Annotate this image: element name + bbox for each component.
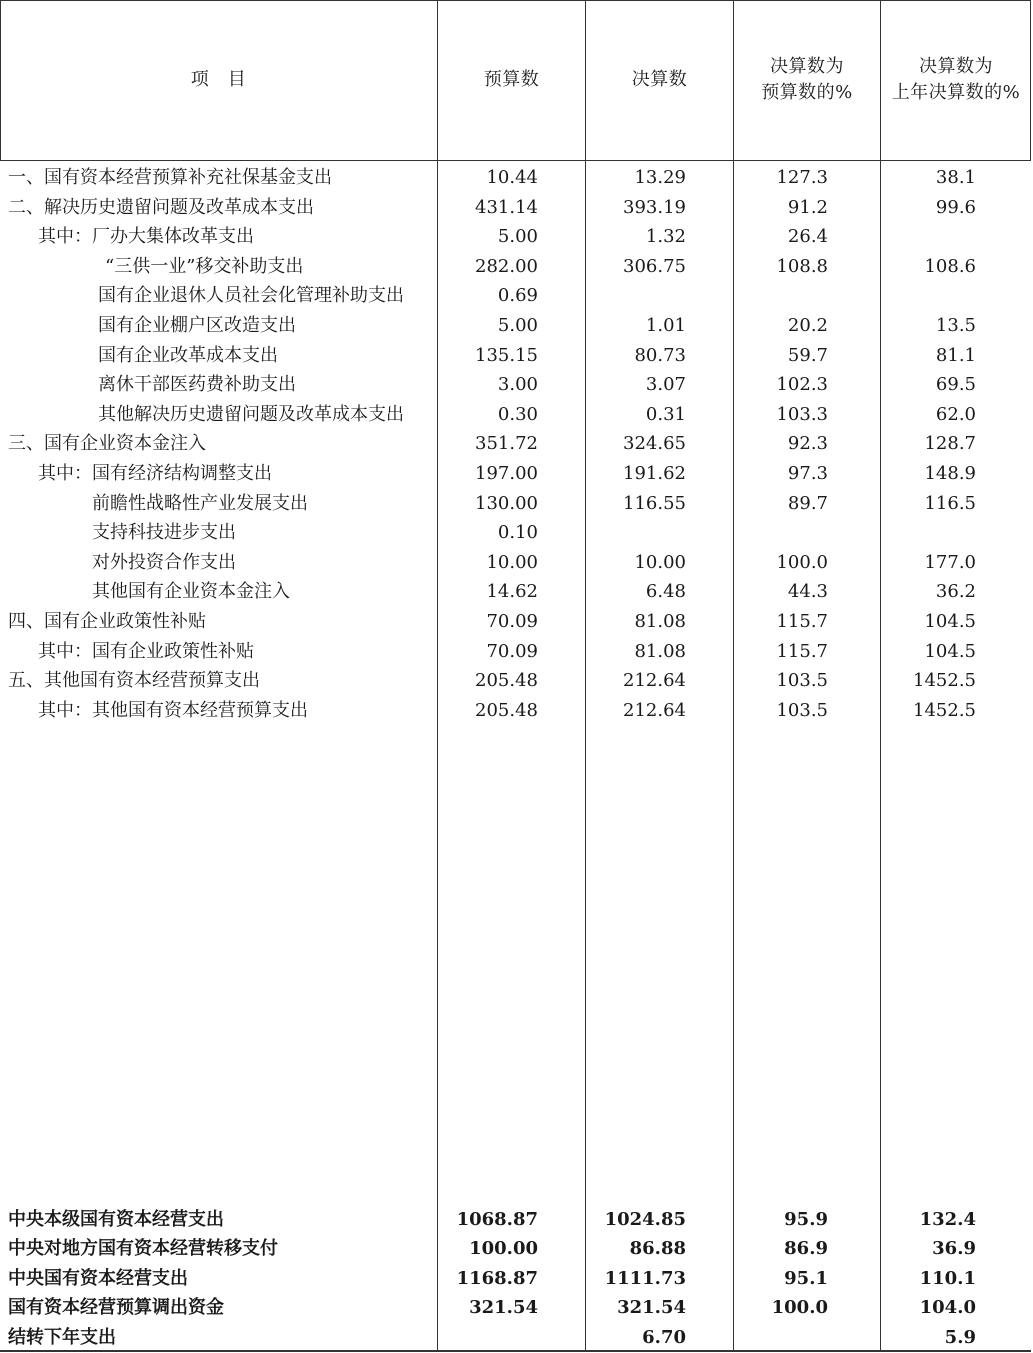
cell-actual: 86.88 (629, 1238, 686, 1260)
cell-label: 前瞻性战略性产业发展支出 (92, 492, 308, 514)
cell-ratio-prev: 104.0 (919, 1297, 976, 1319)
cell-ratio-budget: 100.0 (771, 1297, 828, 1319)
cell-budget: 197.00 (475, 463, 538, 484)
cell-budget: 321.54 (469, 1297, 538, 1319)
cell-ratio-prev: 69.5 (935, 374, 976, 396)
cell-ratio-prev: 99.6 (935, 196, 976, 218)
table-row (0, 489, 1031, 519)
cell-budget: 1168.87 (456, 1267, 538, 1289)
table-row (0, 666, 1031, 696)
cell-label: 支持科技进步支出 (92, 522, 236, 544)
cell-ratio-budget: 20.2 (787, 315, 828, 336)
cell-ratio-budget: 103.5 (776, 670, 828, 692)
cell-label: 中央对地方国有资本经营转移支付 (8, 1238, 278, 1260)
header-ratio-prev-line1: 决算数为 (919, 56, 993, 77)
cell-label: 四、国有企业政策性补贴 (8, 611, 206, 632)
cell-actual: 80.73 (634, 344, 686, 366)
cell-label: “三供一业”移交补助支出 (105, 255, 304, 277)
cell-ratio-prev: 128.7 (924, 433, 976, 455)
cell-actual: 116.55 (623, 492, 686, 514)
header-item (0, 0, 437, 160)
cell-label: 离休干部医药费补助支出 (98, 374, 296, 396)
cell-ratio-prev: 104.5 (924, 611, 976, 632)
table-row (0, 696, 1031, 726)
cell-ratio-budget: 89.7 (787, 492, 828, 514)
cell-label: 其中：国有企业政策性补贴 (38, 640, 254, 662)
cell-ratio-budget: 26.4 (787, 226, 828, 248)
cell-actual: 1.01 (645, 315, 686, 336)
header-ratio-budget-line2: 预算数的% (761, 82, 853, 103)
summary-row (0, 1234, 1031, 1264)
cell-ratio-prev: 116.5 (924, 492, 976, 514)
cell-label: 二、解决历史遗留问题及改革成本支出 (8, 196, 314, 218)
table-row (0, 341, 1031, 371)
summary-row (0, 1293, 1031, 1323)
table-row (0, 281, 1031, 311)
cell-label: 三、国有企业资本金注入 (8, 433, 206, 455)
cell-actual: 3.07 (645, 374, 686, 396)
cell-actual: 10.00 (634, 551, 686, 573)
cell-actual: 6.48 (645, 581, 686, 603)
table-row (0, 607, 1031, 637)
header-bottom-border (0, 160, 1031, 161)
cell-ratio-budget: 95.1 (784, 1267, 828, 1289)
table-row (0, 311, 1031, 341)
cell-ratio-budget: 115.7 (776, 640, 828, 662)
cell-ratio-prev: 38.1 (935, 167, 976, 188)
cell-ratio-prev: 132.4 (919, 1209, 976, 1230)
cell-label: 国有资本经营预算调出资金 (8, 1297, 224, 1319)
cell-actual: 393.19 (623, 196, 686, 218)
cell-actual: 1.32 (645, 226, 686, 248)
table-row (0, 370, 1031, 400)
header-ratio-budget-line1: 决算数为 (770, 56, 844, 77)
cell-budget: 14.62 (486, 581, 538, 603)
cell-label: 其中：国有经济结构调整支出 (38, 463, 272, 484)
cell-budget: 0.10 (497, 522, 538, 544)
summary-row (0, 1323, 1031, 1353)
cell-ratio-budget: 108.8 (776, 255, 828, 277)
cell-label: 五、其他国有资本经营预算支出 (8, 670, 260, 692)
cell-budget: 10.00 (486, 551, 538, 573)
cell-ratio-prev: 104.5 (924, 640, 976, 662)
header-budget-label: 预算数 (483, 69, 540, 90)
cell-ratio-prev: 1452.5 (913, 670, 976, 692)
cell-ratio-prev: 81.1 (935, 344, 976, 366)
cell-actual: 81.08 (634, 611, 686, 632)
table-row (0, 400, 1031, 430)
cell-budget: 3.00 (497, 374, 538, 396)
cell-budget: 1068.87 (456, 1209, 538, 1230)
table-row (0, 548, 1031, 578)
cell-budget: 0.30 (497, 403, 538, 425)
cell-ratio-budget: 92.3 (787, 433, 828, 455)
cell-actual: 13.29 (634, 167, 686, 188)
table-row (0, 459, 1031, 489)
cell-actual: 306.75 (623, 255, 686, 277)
cell-ratio-prev: 13.5 (935, 315, 976, 336)
cell-label: 其中：其他国有资本经营预算支出 (38, 699, 308, 721)
cell-actual: 0.31 (645, 403, 686, 425)
cell-actual: 1024.85 (604, 1209, 686, 1230)
cell-budget: 100.00 (469, 1238, 538, 1260)
cell-budget: 351.72 (475, 433, 538, 455)
cell-actual: 212.64 (623, 670, 686, 692)
cell-label: 国有企业退休人员社会化管理补助支出 (98, 285, 404, 307)
cell-ratio-prev: 62.0 (935, 403, 976, 425)
cell-budget: 205.48 (475, 699, 538, 721)
cell-ratio-budget: 59.7 (787, 344, 828, 366)
cell-label: 中央本级国有资本经营支出 (8, 1209, 224, 1230)
header-ratio-budget (734, 0, 880, 160)
cell-actual: 212.64 (623, 699, 686, 721)
header-budget (438, 0, 585, 160)
cell-ratio-prev: 148.9 (924, 463, 976, 484)
cell-budget: 135.15 (475, 344, 538, 366)
cell-ratio-budget: 86.9 (784, 1238, 828, 1260)
cell-ratio-budget: 44.3 (787, 581, 828, 603)
cell-ratio-budget: 115.7 (776, 611, 828, 632)
cell-budget: 0.69 (497, 285, 538, 307)
cell-budget: 431.14 (475, 196, 538, 218)
table-row (0, 637, 1031, 667)
cell-ratio-prev: 110.1 (919, 1267, 976, 1289)
header-item-label: 项 目 (190, 69, 247, 90)
cell-budget: 70.09 (486, 611, 538, 632)
cell-ratio-budget: 91.2 (787, 196, 828, 218)
table-row (0, 518, 1031, 548)
cell-ratio-budget: 103.5 (776, 699, 828, 721)
cell-ratio-prev: 36.2 (935, 581, 976, 603)
summary-row (0, 1264, 1031, 1294)
cell-ratio-prev: 108.6 (924, 255, 976, 277)
header-ratio-prev-line2: 上年决算数的% (891, 82, 1021, 103)
header-actual (586, 0, 733, 160)
cell-ratio-prev: 36.9 (932, 1238, 976, 1260)
cell-label: 中央国有资本经营支出 (8, 1267, 188, 1289)
cell-ratio-budget: 97.3 (787, 463, 828, 484)
cell-ratio-budget: 102.3 (776, 374, 828, 396)
cell-ratio-budget: 127.3 (776, 167, 828, 188)
table-row (0, 577, 1031, 607)
cell-ratio-prev: 5.9 (944, 1326, 976, 1348)
table-row (0, 193, 1031, 223)
cell-actual: 321.54 (617, 1297, 686, 1319)
cell-ratio-prev: 1452.5 (913, 699, 976, 721)
cell-label: 结转下年支出 (8, 1326, 116, 1348)
cell-label: 国有企业改革成本支出 (98, 344, 278, 366)
header-ratio-prev (881, 0, 1031, 160)
table-row (0, 252, 1031, 282)
cell-budget: 130.00 (475, 492, 538, 514)
cell-label: 其他国有企业资本金注入 (92, 581, 290, 603)
cell-ratio-budget: 100.0 (776, 551, 828, 573)
cell-actual: 6.70 (642, 1326, 686, 1348)
header-actual-label: 决算数 (631, 69, 688, 90)
cell-budget: 205.48 (475, 670, 538, 692)
cell-label: 国有企业棚户区改造支出 (98, 315, 296, 336)
cell-budget: 282.00 (475, 255, 538, 277)
cell-ratio-budget: 95.9 (784, 1209, 828, 1230)
table-row (0, 222, 1031, 252)
cell-ratio-prev: 177.0 (924, 551, 976, 573)
cell-actual: 81.08 (634, 640, 686, 662)
cell-budget: 5.00 (497, 315, 538, 336)
cell-label: 其中：厂办大集体改革支出 (38, 226, 254, 248)
cell-label: 对外投资合作支出 (92, 551, 236, 573)
table-row (0, 163, 1031, 193)
cell-budget: 5.00 (497, 226, 538, 248)
cell-budget: 10.44 (486, 167, 538, 188)
summary-row (0, 1205, 1031, 1235)
cell-ratio-budget: 103.3 (776, 403, 828, 425)
cell-actual: 324.65 (623, 433, 686, 455)
table-row (0, 429, 1031, 459)
cell-budget: 70.09 (486, 640, 538, 662)
cell-label: 其他解决历史遗留问题及改革成本支出 (98, 403, 404, 425)
cell-label: 一、国有资本经营预算补充社保基金支出 (8, 167, 332, 188)
cell-actual: 1111.73 (604, 1267, 686, 1289)
cell-actual: 191.62 (623, 463, 686, 484)
